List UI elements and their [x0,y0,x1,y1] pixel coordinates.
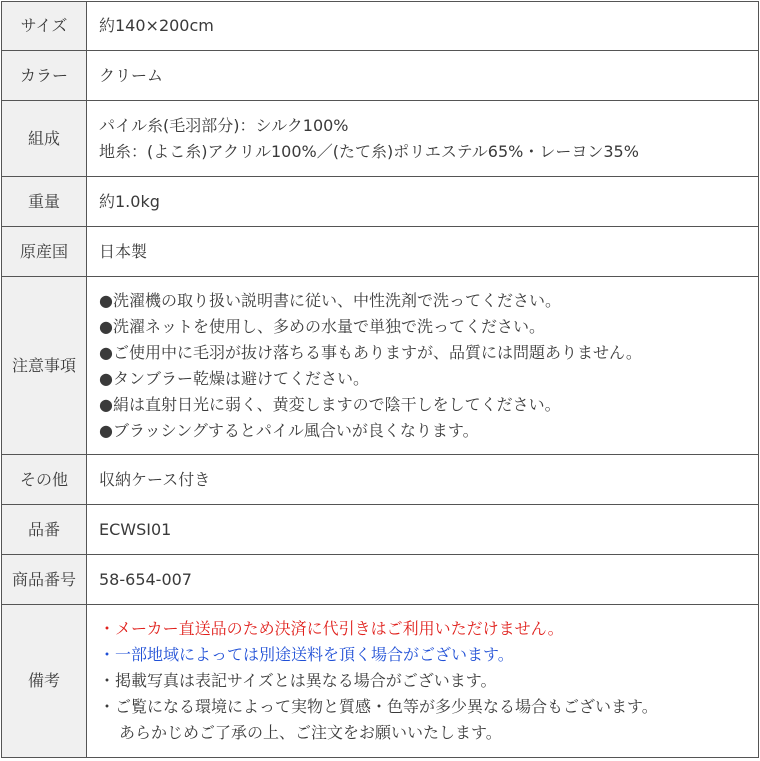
composition-line: パイル糸(毛羽部分)：シルク100% [99,115,349,135]
table-row [2,505,759,555]
row-label: 重量 [2,177,87,227]
caution-item: ●絹は直射日光に弱く、黄変しますので陰干しをしてください。 [99,394,561,414]
origin-value: 日本製 [87,227,759,277]
note-item: ・掲載写真は表記サイズとは異なる場合がございます。 [99,671,497,690]
size-value: 約140×200cm [87,2,759,51]
table-row [2,227,759,277]
table-row [2,2,759,51]
row-label: その他 [2,455,87,505]
row-label: 品番 [2,505,87,555]
table-row [2,177,759,227]
table-row [2,101,759,177]
row-label: カラー [2,51,87,101]
color-value: クリーム [87,51,759,101]
note-item: ・ご覧になる環境によって実物と質感・色等が多少異なる場合もございます。 [99,697,658,716]
weight-value: 約1.0kg [87,177,759,227]
caution-item: ●洗濯ネットを使用し、多めの水量で単独で洗ってください。 [99,316,545,336]
table-row [2,605,759,758]
caution-item: ●タンブラー乾燥は避けてください。 [99,368,369,388]
note-item: あらかじめご了承の上、ご注文をお願いいたします。 [119,723,502,742]
notes-value [87,605,759,758]
row-label: 組成 [2,101,87,177]
row-label: 注意事項 [2,277,87,455]
composition-value [87,101,759,177]
model-value: ECWSI01 [87,505,759,555]
row-label: サイズ [2,2,87,51]
row-label: 商品番号 [2,555,87,605]
table-row [2,51,759,101]
caution-item: ●ブラッシングするとパイル風合いが良くなります。 [99,420,479,440]
notice-shipping-fee: ・一部地域によっては別途送料を頂く場合がございます。 [99,645,514,664]
other-value: 収納ケース付き [87,455,759,505]
table-row [2,555,759,605]
row-label: 原産国 [2,227,87,277]
table-row [2,455,759,505]
caution-item: ●洗濯機の取り扱い説明書に従い、中性洗剤で洗ってください。 [99,290,561,310]
composition-line: 地糸：(よこ糸)アクリル100%／(たて糸)ポリエステル65%・レーヨン35% [99,141,639,161]
spec-table [1,1,759,758]
notice-no-cod: ・メーカー直送品のため決済に代引きはご利用いただけません。 [99,619,564,638]
product-number-value: 58-654-007 [87,555,759,605]
caution-item: ●ご使用中に毛羽が抜け落ちる事もありますが、品質には問題ありません。 [99,342,642,362]
row-label: 備考 [2,605,87,758]
cautions-value [87,277,759,455]
table-row [2,277,759,455]
